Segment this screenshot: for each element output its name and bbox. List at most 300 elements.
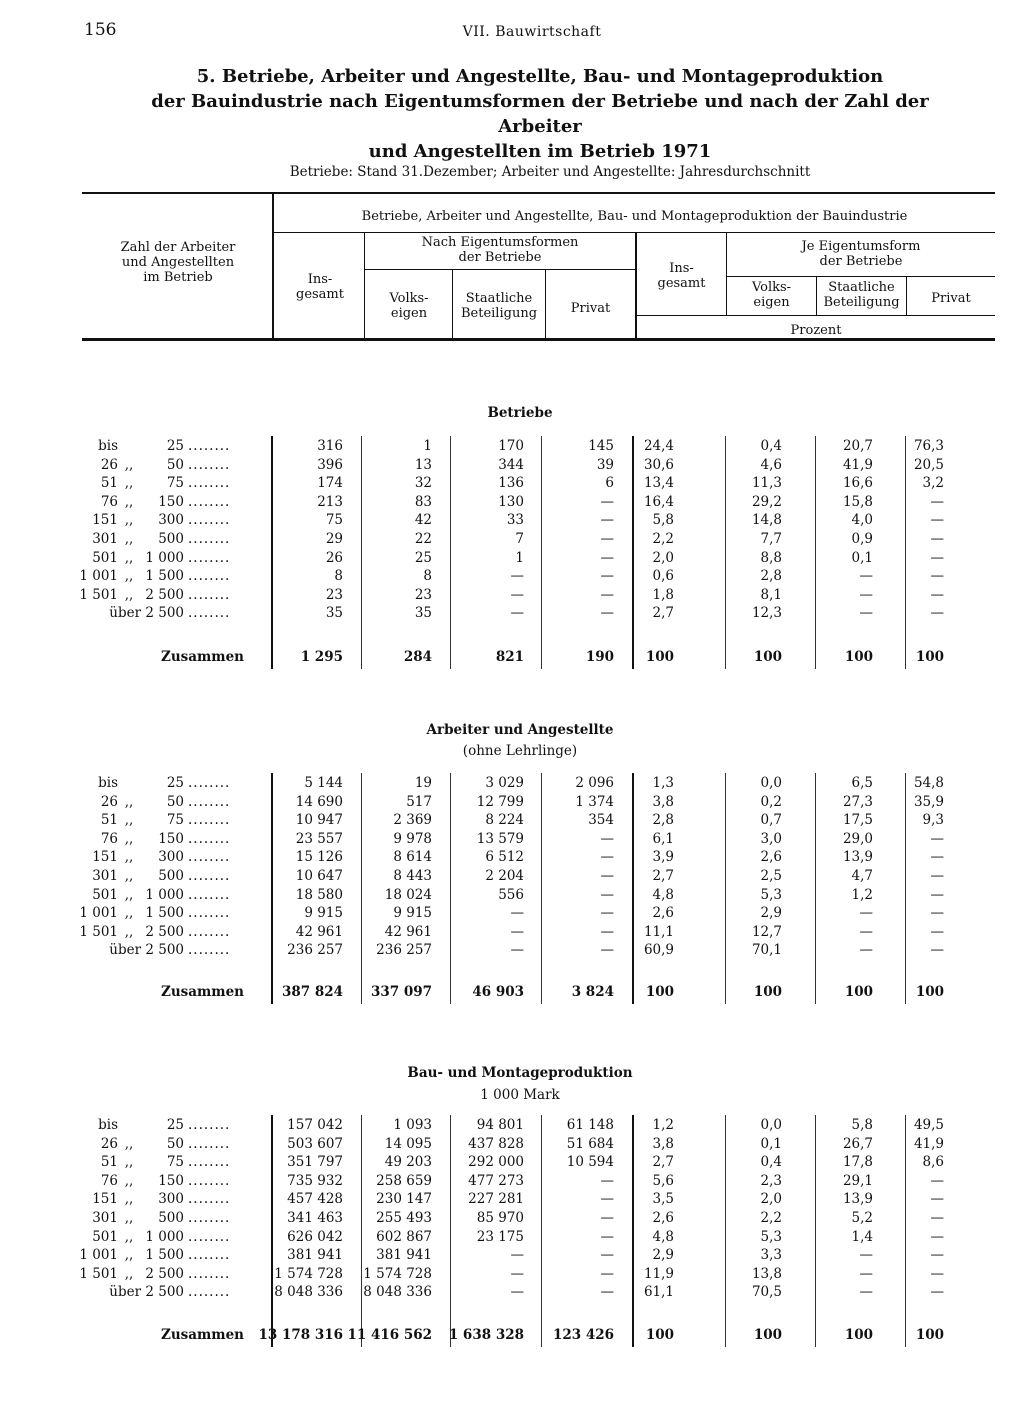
table-cell: 33 bbox=[506, 512, 524, 529]
row-label-from: 1 501 bbox=[79, 1265, 118, 1282]
col-header-line: Staatliche bbox=[465, 291, 533, 306]
table-row bbox=[0, 887, 1024, 906]
table-cell: 15,8 bbox=[842, 493, 873, 510]
row-label bbox=[60, 868, 246, 884]
table-cell: 76,3 bbox=[913, 438, 944, 454]
table-cell: — bbox=[930, 849, 944, 866]
stub-header-line: und Angestellten bbox=[121, 255, 235, 270]
table-cell: 5 144 bbox=[304, 775, 343, 791]
row-label-sep: ,, bbox=[124, 512, 134, 529]
group-header-line: der Betriebe bbox=[458, 250, 542, 265]
group-header-line: Je Eigentumsform bbox=[801, 239, 921, 254]
table-cell: 39 bbox=[596, 456, 614, 473]
table-cell: 8 224 bbox=[485, 812, 524, 829]
total-row bbox=[0, 1327, 1024, 1346]
table-cell: 42 bbox=[414, 512, 432, 529]
table-cell: 292 000 bbox=[468, 1154, 524, 1171]
leader-dots: ........ bbox=[188, 812, 231, 829]
leader-dots: ........ bbox=[188, 923, 231, 940]
row-label-to: 2 500 bbox=[145, 1265, 184, 1282]
table-row bbox=[0, 794, 1024, 813]
table-cell: — bbox=[600, 549, 614, 566]
table-cell: 11,9 bbox=[643, 1265, 674, 1282]
row-label bbox=[60, 831, 246, 847]
table-cell: 2,6 bbox=[652, 1210, 674, 1226]
table-cell: 10 594 bbox=[566, 1154, 614, 1171]
table-cell: 626 042 bbox=[287, 1228, 343, 1245]
group-header-line: der Betriebe bbox=[819, 254, 903, 269]
row-label-to: 500 bbox=[158, 1210, 184, 1226]
row-label-sep: ,, bbox=[124, 549, 134, 566]
table-cell: 18 580 bbox=[295, 886, 343, 903]
row-label-from: 151 bbox=[92, 512, 118, 529]
table-cell: — bbox=[930, 868, 944, 884]
table-cell: 11,3 bbox=[751, 475, 782, 492]
leader-dots: ........ bbox=[188, 1228, 231, 1245]
header-bottom-rule bbox=[82, 338, 995, 341]
col-header-line: gesamt bbox=[657, 276, 706, 291]
table-cell: 60,9 bbox=[643, 942, 674, 959]
row-label bbox=[60, 1210, 246, 1226]
leader-dots: ........ bbox=[188, 793, 231, 810]
table-cell: 8 048 336 bbox=[274, 1284, 343, 1301]
table-cell: 1,8 bbox=[652, 586, 674, 603]
leader-dots: ........ bbox=[188, 1117, 231, 1133]
leader-dots: ........ bbox=[188, 475, 231, 492]
table-cell: 23 bbox=[325, 586, 343, 603]
table-cell: 29,2 bbox=[751, 493, 782, 510]
table-cell: — bbox=[930, 1265, 944, 1282]
table-cell: — bbox=[600, 586, 614, 603]
table-cell: 2,5 bbox=[760, 868, 782, 884]
table-cell: — bbox=[930, 830, 944, 847]
table-cell: 3,3 bbox=[760, 1247, 782, 1264]
table-cell: — bbox=[600, 1172, 614, 1189]
leader-dots: ........ bbox=[188, 775, 231, 791]
row-label-to: 1 000 bbox=[145, 549, 184, 566]
leader-dots: ........ bbox=[188, 868, 231, 884]
table-cell: — bbox=[600, 1191, 614, 1208]
row-label-sep: ,, bbox=[124, 1247, 134, 1264]
section-title: Betriebe bbox=[487, 405, 553, 421]
table-cell: 556 bbox=[498, 886, 524, 903]
table-cell: — bbox=[930, 905, 944, 922]
top-group-header: Betriebe, Arbeiter und Angestellte, Bau- und Montageproduktion der Bauindustrie bbox=[361, 209, 908, 224]
table-cell: 29 bbox=[325, 531, 343, 547]
chapter-heading: VII. Bauwirtschaft bbox=[462, 24, 602, 40]
row-label bbox=[60, 494, 246, 510]
group-header-eigentumsformen bbox=[366, 235, 634, 265]
total-cell: 100 bbox=[915, 1327, 944, 1343]
row-label-to: 300 bbox=[158, 849, 184, 866]
row-label-text: über 2 500 bbox=[109, 1284, 184, 1301]
table-cell: — bbox=[510, 1265, 524, 1282]
leader-dots: ........ bbox=[188, 1284, 231, 1301]
table-cell: 213 bbox=[317, 493, 343, 510]
row-label-from: 151 bbox=[92, 849, 118, 866]
table-cell: 6,5 bbox=[851, 775, 873, 791]
table-cell: 1,4 bbox=[851, 1228, 873, 1245]
col-header-line: Staatliche bbox=[828, 280, 895, 295]
table-cell: 61,1 bbox=[643, 1284, 674, 1301]
row-label-from: 51 bbox=[100, 1154, 118, 1171]
table-cell: — bbox=[600, 512, 614, 529]
table-row bbox=[0, 942, 1024, 961]
table-cell: — bbox=[859, 605, 873, 622]
table-cell: 1 bbox=[515, 549, 524, 566]
table-cell: 9 978 bbox=[393, 830, 432, 847]
table-cell: 4,8 bbox=[652, 1228, 674, 1245]
table-cell: 5,2 bbox=[851, 1210, 873, 1226]
table-row bbox=[0, 587, 1024, 606]
leader-dots: ........ bbox=[188, 905, 231, 922]
row-label-to: 1 500 bbox=[145, 1247, 184, 1264]
col-header-line: eigen bbox=[753, 295, 790, 310]
table-cell: — bbox=[859, 942, 873, 959]
row-label-to: 1 500 bbox=[145, 905, 184, 922]
total-cell: 100 bbox=[753, 649, 782, 665]
table-cell: — bbox=[510, 923, 524, 940]
table-cell: 157 042 bbox=[287, 1117, 343, 1133]
table-cell: 236 257 bbox=[287, 942, 343, 959]
total-row-label: Zusammen bbox=[161, 984, 244, 1000]
table-cell: 19 bbox=[414, 775, 432, 791]
total-row bbox=[0, 649, 1024, 668]
total-cell: 100 bbox=[753, 1327, 782, 1343]
table-cell: 0,7 bbox=[760, 812, 782, 829]
row-label-from: 1 001 bbox=[79, 1247, 118, 1264]
table-cell: 9 915 bbox=[393, 905, 432, 922]
row-label-sep: ,, bbox=[124, 793, 134, 810]
table-cell: 6 512 bbox=[485, 849, 524, 866]
row-label bbox=[60, 550, 246, 566]
row-label bbox=[60, 1191, 246, 1207]
table-subtitle: Betriebe: Stand 31.Dezember; Arbeiter und Angestellte: Jahresdurchschnitt bbox=[289, 164, 811, 180]
row-label bbox=[60, 942, 246, 958]
table-row bbox=[0, 568, 1024, 587]
table-cell: 2,2 bbox=[652, 531, 674, 547]
table-cell: 75 bbox=[325, 512, 343, 529]
table-cell: 17,5 bbox=[842, 812, 873, 829]
row-label-from: 26 bbox=[100, 1135, 118, 1152]
total-cell: 100 bbox=[645, 984, 674, 1000]
table-cell: 10 947 bbox=[295, 812, 343, 829]
table-cell: 8 bbox=[423, 568, 432, 585]
table-cell: 13,4 bbox=[643, 475, 674, 492]
table-cell: 3,5 bbox=[652, 1191, 674, 1208]
table-cell: 0,1 bbox=[851, 549, 873, 566]
table-cell: 14 095 bbox=[384, 1135, 432, 1152]
table-cell: 130 bbox=[498, 493, 524, 510]
table-row bbox=[0, 1173, 1024, 1192]
total-cell: 100 bbox=[844, 649, 873, 665]
total-cell: 100 bbox=[753, 984, 782, 1000]
table-cell: 70,1 bbox=[751, 942, 782, 959]
table-cell: 8 bbox=[334, 568, 343, 585]
table-cell: 29,0 bbox=[842, 830, 873, 847]
row-label-text: über 2 500 bbox=[109, 605, 184, 622]
table-cell: 5,6 bbox=[652, 1172, 674, 1189]
leader-dots: ........ bbox=[188, 568, 231, 585]
table-cell: 16,4 bbox=[643, 493, 674, 510]
table-row bbox=[0, 438, 1024, 457]
leader-dots: ........ bbox=[188, 1210, 231, 1226]
table-cell: 3,2 bbox=[922, 475, 944, 492]
table-cell: 227 281 bbox=[468, 1191, 524, 1208]
table-cell: 3,8 bbox=[652, 1135, 674, 1152]
table-cell: 3,9 bbox=[652, 849, 674, 866]
table-cell: — bbox=[600, 923, 614, 940]
table-cell: 22 bbox=[414, 531, 432, 547]
row-label-from: 76 bbox=[100, 830, 118, 847]
table-cell: 8 048 336 bbox=[363, 1284, 432, 1301]
table-cell: 0,1 bbox=[760, 1135, 782, 1152]
table-cell: 4,0 bbox=[851, 512, 873, 529]
total-cell: 284 bbox=[403, 649, 432, 665]
table-cell: 12,3 bbox=[751, 605, 782, 622]
row-label-to: 75 bbox=[166, 475, 184, 492]
row-label-to: 75 bbox=[166, 1154, 184, 1171]
header-top-rule bbox=[82, 192, 995, 194]
table-cell: — bbox=[600, 1228, 614, 1245]
leader-dots: ........ bbox=[188, 456, 231, 473]
table-cell: 236 257 bbox=[376, 942, 432, 959]
row-label bbox=[60, 849, 246, 865]
row-label-to: 25 bbox=[166, 438, 184, 454]
table-cell: 3,8 bbox=[652, 793, 674, 810]
total-cell: 13 178 316 bbox=[258, 1327, 343, 1343]
table-row bbox=[0, 512, 1024, 531]
table-cell: 25 bbox=[414, 549, 432, 566]
table-cell: — bbox=[600, 942, 614, 959]
table-row bbox=[0, 775, 1024, 794]
row-label-sep: ,, bbox=[124, 1191, 134, 1208]
table-cell: — bbox=[930, 586, 944, 603]
table-cell: 14 690 bbox=[295, 793, 343, 810]
table-cell: — bbox=[930, 886, 944, 903]
table-row bbox=[0, 475, 1024, 494]
leader-dots: ........ bbox=[188, 493, 231, 510]
table-cell: 517 bbox=[406, 793, 432, 810]
table-cell: 351 797 bbox=[287, 1154, 343, 1171]
col-header-line: Beteiligung bbox=[823, 295, 900, 310]
header-divider bbox=[364, 233, 365, 338]
table-cell: 6 bbox=[605, 475, 614, 492]
row-label-sep: ,, bbox=[124, 531, 134, 547]
table-cell: — bbox=[930, 605, 944, 622]
table-row bbox=[0, 1117, 1024, 1136]
table-cell: — bbox=[510, 586, 524, 603]
table-cell: 1 bbox=[423, 438, 432, 454]
table-cell: 8 614 bbox=[393, 849, 432, 866]
table-cell: 35 bbox=[414, 605, 432, 622]
row-label-from: 151 bbox=[92, 1191, 118, 1208]
row-label bbox=[60, 512, 246, 528]
leader-dots: ........ bbox=[188, 549, 231, 566]
table-cell: — bbox=[510, 605, 524, 622]
row-label-sep: ,, bbox=[124, 886, 134, 903]
table-row bbox=[0, 849, 1024, 868]
table-cell: 2,3 bbox=[760, 1172, 782, 1189]
table-cell: 2,9 bbox=[760, 905, 782, 922]
table-cell: 51 684 bbox=[566, 1135, 614, 1152]
row-label-sep: ,, bbox=[124, 1228, 134, 1245]
total-cell: 11 416 562 bbox=[347, 1327, 432, 1343]
row-label-to: 1 000 bbox=[145, 1228, 184, 1245]
row-label-sep: ,, bbox=[124, 475, 134, 492]
page-number: 156 bbox=[84, 20, 117, 40]
total-cell: 100 bbox=[844, 1327, 873, 1343]
row-label-to: 25 bbox=[166, 1117, 184, 1133]
table-cell: — bbox=[930, 568, 944, 585]
table-cell: — bbox=[600, 905, 614, 922]
table-cell: 4,8 bbox=[652, 886, 674, 903]
table-cell: 2,0 bbox=[652, 549, 674, 566]
leader-dots: ........ bbox=[188, 886, 231, 903]
col-header-line: Ins- bbox=[307, 272, 333, 287]
table-cell: 0,0 bbox=[760, 775, 782, 791]
row-label-from: 1 501 bbox=[79, 586, 118, 603]
table-cell: 54,8 bbox=[913, 775, 944, 791]
row-label-from: 76 bbox=[100, 1172, 118, 1189]
col-header-privat-pct: Privat bbox=[931, 291, 971, 306]
row-label bbox=[60, 775, 246, 791]
table-cell: 13,9 bbox=[842, 849, 873, 866]
table-cell: 1,2 bbox=[851, 886, 873, 903]
table-cell: 174 bbox=[317, 475, 343, 492]
table-cell: — bbox=[930, 1210, 944, 1226]
row-label bbox=[60, 1173, 246, 1189]
total-cell: 100 bbox=[844, 984, 873, 1000]
table-cell: 2 096 bbox=[575, 775, 614, 791]
row-label bbox=[60, 1229, 246, 1245]
leader-dots: ........ bbox=[188, 1247, 231, 1264]
table-cell: 2,6 bbox=[652, 905, 674, 922]
table-cell: 83 bbox=[414, 493, 432, 510]
table-cell: 2,6 bbox=[760, 849, 782, 866]
col-header-line: Ins- bbox=[669, 261, 694, 276]
total-row-label: Zusammen bbox=[161, 649, 244, 665]
col-header-line: gesamt bbox=[296, 287, 344, 302]
table-cell: — bbox=[600, 830, 614, 847]
col-header-line: Volks- bbox=[389, 291, 429, 306]
table-cell: 26 bbox=[325, 549, 343, 566]
leader-dots: ........ bbox=[188, 1265, 231, 1282]
table-cell: 0,9 bbox=[851, 531, 873, 547]
table-cell: 49 203 bbox=[384, 1154, 432, 1171]
table-row bbox=[0, 550, 1024, 569]
table-cell: — bbox=[859, 1284, 873, 1301]
table-cell: — bbox=[930, 1284, 944, 1301]
row-label-from: 51 bbox=[100, 475, 118, 492]
table-row bbox=[0, 457, 1024, 476]
row-label-from: 26 bbox=[100, 793, 118, 810]
table-cell: — bbox=[930, 942, 944, 959]
table-cell: 0,4 bbox=[760, 1154, 782, 1171]
table-cell: 136 bbox=[498, 475, 524, 492]
row-label-sep: ,, bbox=[124, 868, 134, 884]
table-cell: — bbox=[930, 1247, 944, 1264]
row-label-sep: ,, bbox=[124, 905, 134, 922]
table-cell: — bbox=[859, 1265, 873, 1282]
table-cell: 41,9 bbox=[913, 1135, 944, 1152]
table-cell: — bbox=[600, 1210, 614, 1226]
table-cell: 2,9 bbox=[652, 1247, 674, 1264]
row-label-from: 301 bbox=[92, 1210, 118, 1226]
table-cell: 1 574 728 bbox=[274, 1265, 343, 1282]
table-cell: 3 029 bbox=[485, 775, 524, 791]
table-cell: 1 093 bbox=[393, 1117, 432, 1133]
row-label bbox=[60, 531, 246, 547]
table-cell: — bbox=[510, 1247, 524, 1264]
total-cell: 100 bbox=[915, 649, 944, 665]
row-label-to: 1 500 bbox=[145, 568, 184, 585]
row-label-to: 50 bbox=[166, 793, 184, 810]
row-label bbox=[60, 1136, 246, 1152]
table-cell: 5,3 bbox=[760, 886, 782, 903]
row-label-sep: ,, bbox=[124, 493, 134, 510]
table-cell: 230 147 bbox=[376, 1191, 432, 1208]
header-abs-group-rule bbox=[364, 269, 636, 270]
table-cell: 12,7 bbox=[751, 923, 782, 940]
row-label bbox=[60, 924, 246, 940]
table-row bbox=[0, 1266, 1024, 1285]
row-label bbox=[60, 812, 246, 828]
row-label bbox=[60, 905, 246, 921]
table-cell: 42 961 bbox=[384, 923, 432, 940]
table-row bbox=[0, 1247, 1024, 1266]
col-header-volkseigen bbox=[366, 291, 452, 321]
row-label-to: 500 bbox=[158, 531, 184, 547]
table-cell: — bbox=[600, 886, 614, 903]
table-cell: 145 bbox=[588, 438, 614, 454]
total-cell: 123 426 bbox=[552, 1327, 614, 1343]
leader-dots: ........ bbox=[188, 849, 231, 866]
row-label-to: 300 bbox=[158, 1191, 184, 1208]
row-label-sep: ,, bbox=[124, 1135, 134, 1152]
row-label-sep: ,, bbox=[124, 849, 134, 866]
leader-dots: ........ bbox=[188, 605, 231, 622]
leader-dots: ........ bbox=[188, 512, 231, 529]
table-cell: — bbox=[859, 923, 873, 940]
table-cell: 602 867 bbox=[376, 1228, 432, 1245]
table-title-line: der Bauindustrie nach Eigentumsformen der Betriebe und nach der Zahl der Arbeiter bbox=[151, 91, 929, 137]
table-cell: 8,8 bbox=[760, 549, 782, 566]
table-cell: 15 126 bbox=[295, 849, 343, 866]
row-label-to: 2 500 bbox=[145, 586, 184, 603]
table-cell: 255 493 bbox=[376, 1210, 432, 1226]
table-cell: 61 148 bbox=[566, 1117, 614, 1133]
table-cell: 13 579 bbox=[476, 830, 524, 847]
col-header-volkseigen-pct bbox=[727, 280, 816, 310]
table-cell: 503 607 bbox=[287, 1135, 343, 1152]
col-header-privat: Privat bbox=[570, 301, 611, 316]
row-label bbox=[60, 794, 246, 810]
table-cell: — bbox=[930, 1172, 944, 1189]
row-label-to: 50 bbox=[166, 1135, 184, 1152]
table-cell: 24,4 bbox=[643, 438, 674, 454]
row-label-sep: ,, bbox=[124, 1210, 134, 1226]
table-cell: — bbox=[930, 493, 944, 510]
table-cell: 4,7 bbox=[851, 868, 873, 884]
table-cell: 1 374 bbox=[575, 793, 614, 810]
row-label bbox=[60, 1266, 246, 1282]
col-header-insgesamt-pct bbox=[637, 261, 726, 291]
table-cell: 16,6 bbox=[842, 475, 873, 492]
leader-dots: ........ bbox=[188, 586, 231, 603]
total-cell: 46 903 bbox=[472, 984, 524, 1000]
leader-dots: ........ bbox=[188, 438, 231, 454]
